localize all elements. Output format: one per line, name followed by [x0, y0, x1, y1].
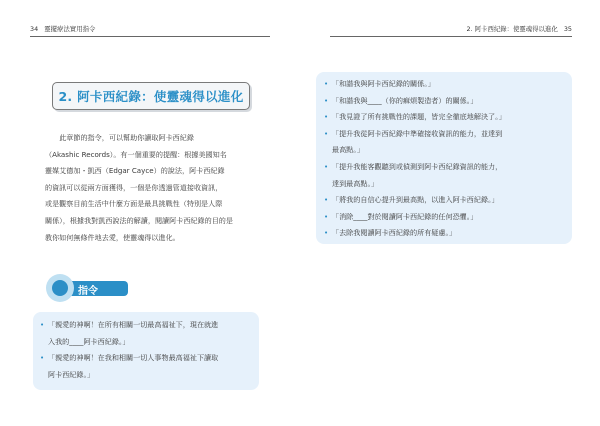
body-line: 教你如何無條件地去愛，使靈魂得以進化。 [45, 232, 180, 242]
body-paragraph [45, 130, 260, 246]
bullet-icon: • [324, 113, 329, 122]
chapter-title: 2. 阿卡西紀錄：使靈魂得以進化 [58, 89, 244, 104]
body-line: 關係），根據我對凱西說法的解讀，閱讀阿卡西紀錄的目的是 [45, 215, 233, 225]
items-list [324, 76, 560, 242]
command-line: 「親愛的神啊！在所有相關一切最高福祉下，現在就進 [48, 320, 219, 329]
body-line: （Akashic Records）。有一個重要的提醒：根據美國知名 [45, 149, 227, 159]
item-line: 最高點。」 [332, 145, 364, 155]
bullet-icon: • [324, 129, 329, 138]
list-item [324, 109, 560, 126]
bullet-icon: • [40, 354, 45, 363]
body-line: 此章節的指令，可以幫助你讀取阿卡西紀錄 [59, 133, 194, 142]
command-line: 「親愛的神啊！在我和相關一切人事物最高福祉下讀取 [48, 353, 219, 363]
right-page [300, 0, 600, 426]
book-title: 靈擺療法實用指令 [44, 25, 96, 33]
commands-panel [33, 312, 259, 390]
list-item [324, 159, 560, 192]
bullet-icon: • [324, 80, 329, 88]
command-line: 入我的____阿卡西紀錄。」 [48, 336, 130, 346]
bullet-icon: • [324, 196, 329, 205]
section-tab [46, 274, 128, 302]
item-line: 達到最高點。」 [332, 178, 379, 188]
tab-circle-icon [46, 274, 74, 302]
list-item [324, 93, 560, 110]
commands-list [40, 317, 252, 383]
list-item [324, 225, 560, 242]
item-line: 「我見證了所有挑戰性的課題，皆完全徹底地解決了。」 [332, 112, 506, 122]
header-rule [30, 36, 270, 37]
list-item [324, 209, 560, 226]
bullet-icon: • [324, 229, 329, 238]
item-line: 「提升我從阿卡西紀錄中準確接收資訊的能力，並達到 [332, 128, 503, 138]
section-label: 指令 [78, 286, 98, 297]
bullet-icon: • [324, 212, 329, 221]
list-item [40, 350, 252, 383]
body-line: 的資訊可以從兩方面獲得，一個是你透過管道接收資訊， [45, 182, 223, 192]
left-page-header [30, 24, 95, 33]
item-line: 「和諧我與____（你的痲煩製造者）的關係。」 [332, 95, 478, 105]
body-line: 或是觀察目前生活中什麼方面是最具挑戰性（特別是人際 [45, 199, 223, 209]
body-line: 靈媒艾德加・凱西（Edgar Cayce）的說法，阿卡西紀錄 [45, 166, 225, 176]
item-line: 「將我的自信心提升到最高點，以進入阿卡西紀錄。」 [332, 195, 499, 205]
page-number: 35 [563, 25, 572, 33]
running-chapter: 2. 阿卡西紀錄：使靈魂得以進化 [466, 25, 558, 33]
header-rule [330, 36, 572, 37]
item-line: 「消除____對於閱讀阿卡西紀錄的任何恐懼。」 [332, 211, 478, 221]
item-line: 「去除我閱讀阿卡西紀錄的所有疑慮。」 [332, 228, 457, 238]
item-line: 「提升我能客觀聽到或偵測到阿卡西紀錄資訊的能力， [332, 161, 503, 171]
page-number: 34 [30, 25, 39, 33]
bullet-icon: • [324, 96, 329, 105]
command-line: 阿卡西紀錄。」 [48, 369, 95, 379]
chapter-title-box [52, 82, 250, 110]
bullet-icon: • [40, 321, 45, 329]
right-page-header [467, 24, 572, 33]
list-item [40, 317, 252, 350]
items-panel [316, 72, 572, 244]
bullet-icon: • [324, 162, 329, 171]
list-item [324, 76, 560, 93]
list-item [324, 126, 560, 159]
item-line: 「和諧我與阿卡西紀錄的關係。」 [332, 79, 435, 88]
list-item [324, 192, 560, 209]
